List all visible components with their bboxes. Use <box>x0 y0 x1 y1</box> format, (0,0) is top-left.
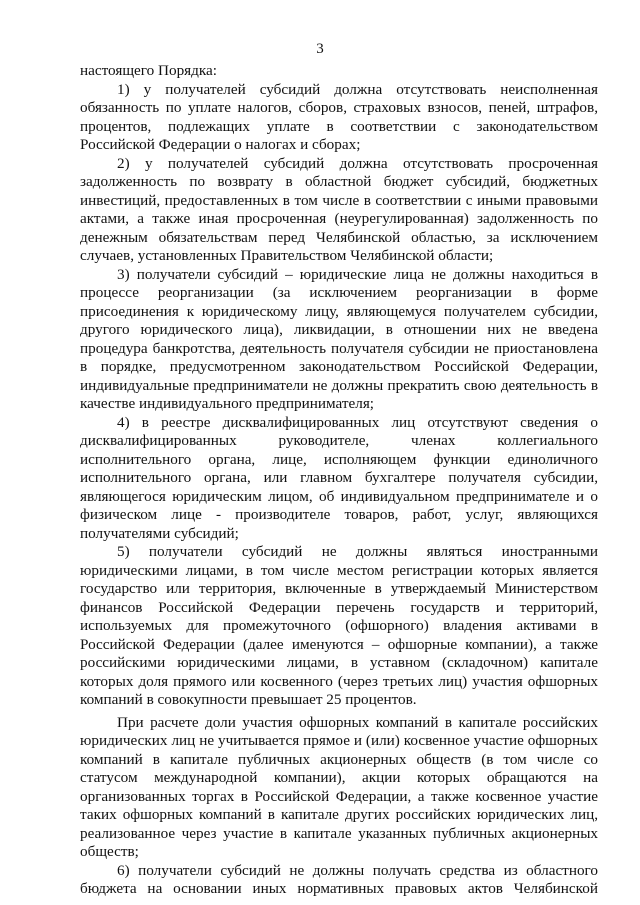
paragraph-intro: настоящего Порядка: <box>80 62 217 79</box>
page-number: 3 <box>316 41 324 57</box>
paragraph-item-2: 2) у получателей субсидий должна отсутствовать просроченная задолженность по возврату в областной бюджет субсидий, бюджетных инвестиций, предоставленных в том числе в соответствии с иными правовыми актами, а также иная просроченная (неурегулированная) задолженность по денежным обязательствам перед Челябинской областью, за исключением случаев, установленных Правительством Челябинской области; <box>80 154 598 264</box>
paragraph-item-5: 5) получатели субсидий не должны являться иностранными юридическими лицами, в том числе местом регистрации которых является государство или территория, включенные в утверждаемый Министерством финансов Российской Федерации перечень государств и территорий, используемых для промежуточного (офшорного) владения активами в Российской Федерации (далее именуются – офшорные компании), а также российскими юридическими лицами, в уставном (складочном) капитале которых доля прямого или косвенного (через третьих лиц) участия офшорных компаний в совокупности превышает 25 процентов. <box>80 543 598 708</box>
paragraph-item-6: 6) получатели субсидий не должны получать средства из областного бюджета на основании иных нормативных правовых актов Челябинской <box>80 861 598 897</box>
paragraph-item-3: 3) получатели субсидий – юридические лица не должны находиться в процессе реорганизации (за исключением реорганизации в форме присоединения к юридическому лицу, являющемуся получателем субсидии, другого юридического лица), ликвидации, в отношении них не введена процедура банкротства, деятельность получателя субсидии не приостановлена в порядке, предусмотренном законодательством Российской Федерации, индивидуальные предприниматели не должны прекратить свою деятельность в качестве индивидуального предпринимателя; <box>80 265 598 412</box>
document-body <box>80 62 598 899</box>
paragraph-offshore-calculation: При расчете доли участия офшорных компаний в капитале российских юридических лиц не учитывается прямое и (или) косвенное участие офшорных компаний в капитале публичных акционерных обществ (в том числе со статусом международной компании), акции которых обращаются на организованных торгах в Российской Федерации, а также косвенное участие таких офшорных компаний в капитале других российских юридических лиц, реализованное через участие в капитале указанных публичных акционерных обществ; <box>80 713 598 860</box>
paragraph-item-4: 4) в реестре дисквалифицированных лиц отсутствуют сведения о дисквалифицированных руководителе, членах коллегиального исполнительного органа, лице, исполняющем функции единоличного исполнительного органа, или главном бухгалтере получателя субсидии, являющегося юридическим лицом, об индивидуальном предпринимателе и о физическом лице - производителе товаров, работ, услуг, являющихся получателями субсидий; <box>80 413 598 542</box>
paragraph-item-1: 1) у получателей субсидий должна отсутствовать неисполненная обязанность по уплате налогов, сборов, страховых взносов, пеней, штрафов, процентов, подлежащих уплате в соответствии с законодательством Российской Федерации о налогах и сборах; <box>80 80 598 153</box>
